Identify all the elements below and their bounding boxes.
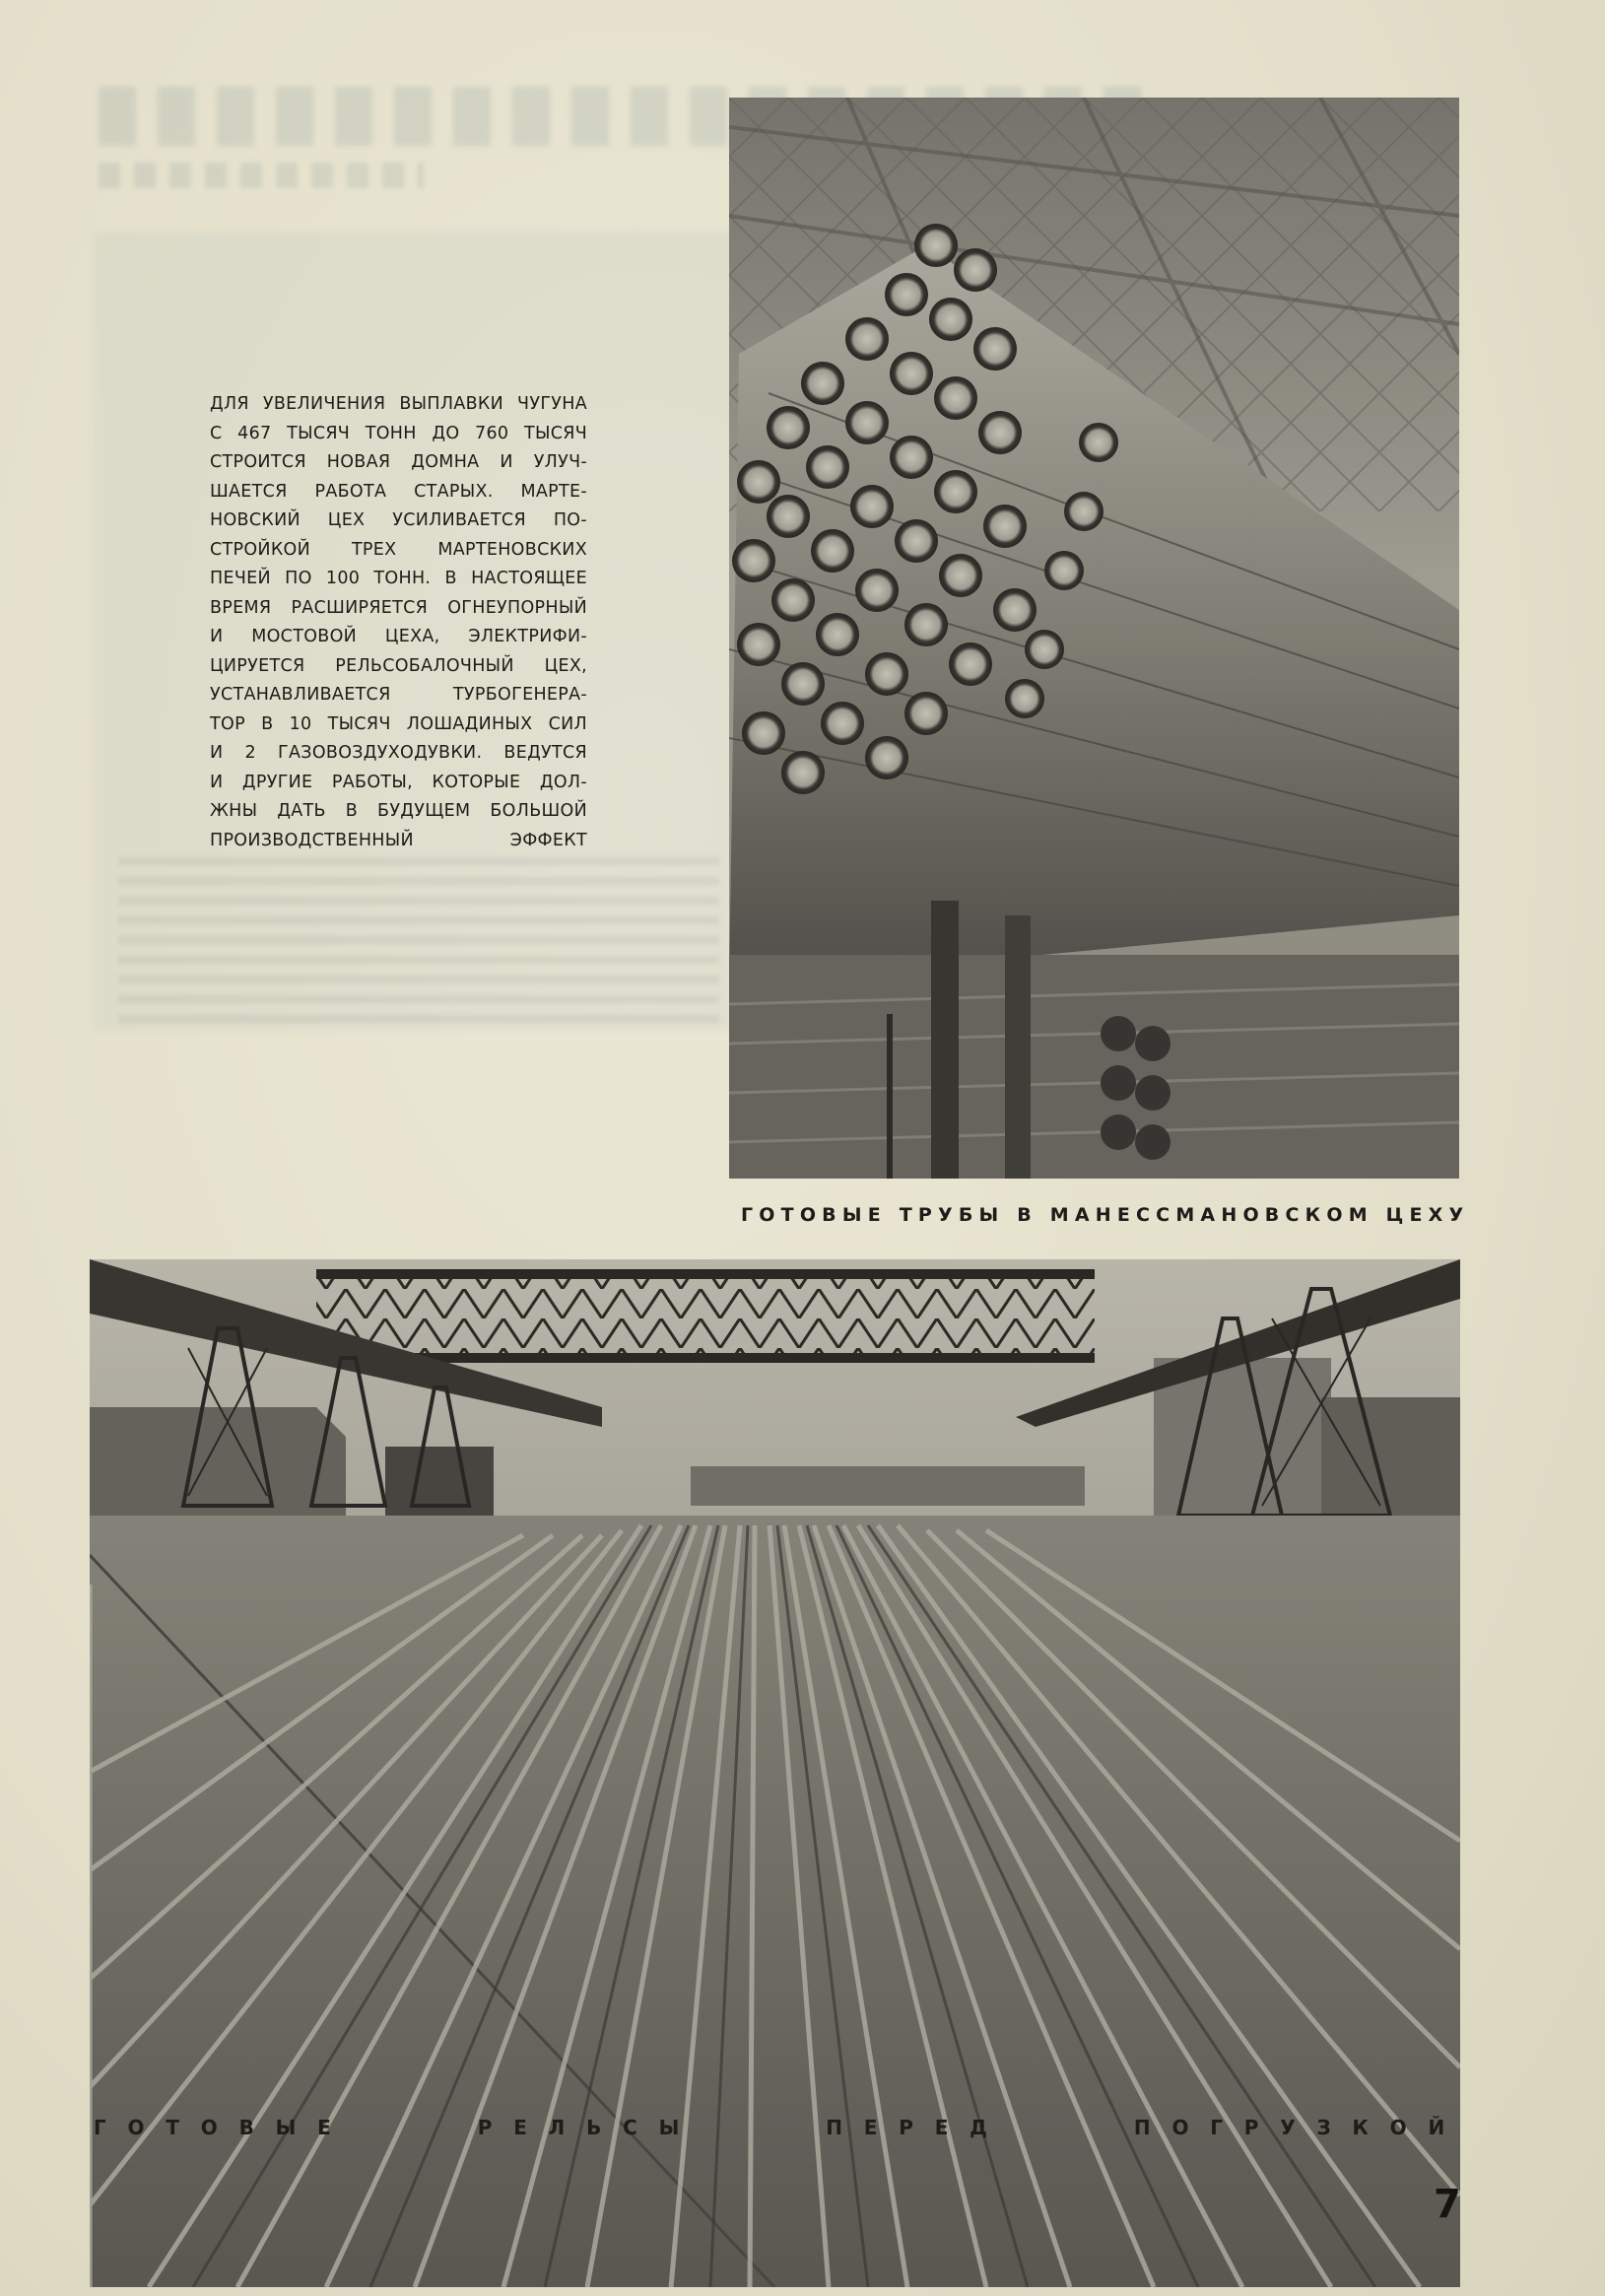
reverse-side-subheading-bleedthrough xyxy=(99,163,424,188)
article-line: И 2 ГАЗОВОЗДУХОДУВКИ. ВЕДУТСЯ xyxy=(210,743,587,763)
article-line: УСТАНАВЛИВАЕТСЯ ТУРБОГЕНЕРА- xyxy=(210,685,587,705)
article-line: ТОР В 10 ТЫСЯЧ ЛОШАДИНЫХ СИЛ xyxy=(210,713,587,734)
article-line: НОВСКИЙ ЦЕХ УСИЛИВАЕТСЯ ПО- xyxy=(210,510,587,530)
article-text xyxy=(210,390,587,855)
article-line: И ДРУГИЕ РАБОТЫ, КОТОРЫЕ ДОЛ- xyxy=(210,772,587,792)
article-line: ДЛЯ УВЕЛИЧЕНИЯ ВЫПЛАВКИ ЧУГУНА xyxy=(210,394,587,414)
reverse-side-text-bleedthrough xyxy=(118,857,719,1025)
article-line: ЦИРУЕТСЯ РЕЛЬСОБАЛОЧНЫЙ ЦЕХ, xyxy=(210,655,587,676)
article-line: ЖНЫ ДАТЬ В БУДУЩЕМ БОЛЬШОЙ xyxy=(210,801,587,821)
article-line: СТРОЙКОЙ ТРЕХ МАРТЕНОВСКИХ xyxy=(210,539,587,560)
article-line: ПРОИЗВОДСТВЕННЫЙ ЭФФЕКТ xyxy=(210,830,587,850)
article-line: ШАЕТСЯ РАБОТА СТАРЫХ. МАРТЕ- xyxy=(210,481,587,502)
rails-photo-caption: ГОТОВЫЕ РЕЛЬСЫ ПЕРЕД ПОГРУЗКОЙ xyxy=(94,2116,1466,2139)
article-line: С 467 ТЫСЯЧ ТОНН ДО 760 ТЫСЯЧ xyxy=(210,423,587,443)
article-line: ВРЕМЯ РАСШИРЯЕТСЯ ОГНЕУПОРНЫЙ xyxy=(210,597,587,618)
article-line: ПЕЧЕЙ ПО 100 ТОНН. В НАСТОЯЩЕЕ xyxy=(210,569,587,588)
page-number: 7 xyxy=(1434,2182,1461,2227)
pipes-photo-illustration xyxy=(729,98,1459,1179)
article-line: СТРОИТСЯ НОВАЯ ДОМНА И УЛУЧ- xyxy=(210,452,587,472)
article-line: И МОСТОВОЙ ЦЕХА, ЭЛЕКТРИФИ- xyxy=(210,627,587,646)
pipes-photo xyxy=(729,98,1459,1179)
pipes-photo-caption: ГОТОВЫЕ ТРУБЫ В МАНЕССМАНОВСКОМ ЦЕХУ xyxy=(741,1204,1470,1226)
